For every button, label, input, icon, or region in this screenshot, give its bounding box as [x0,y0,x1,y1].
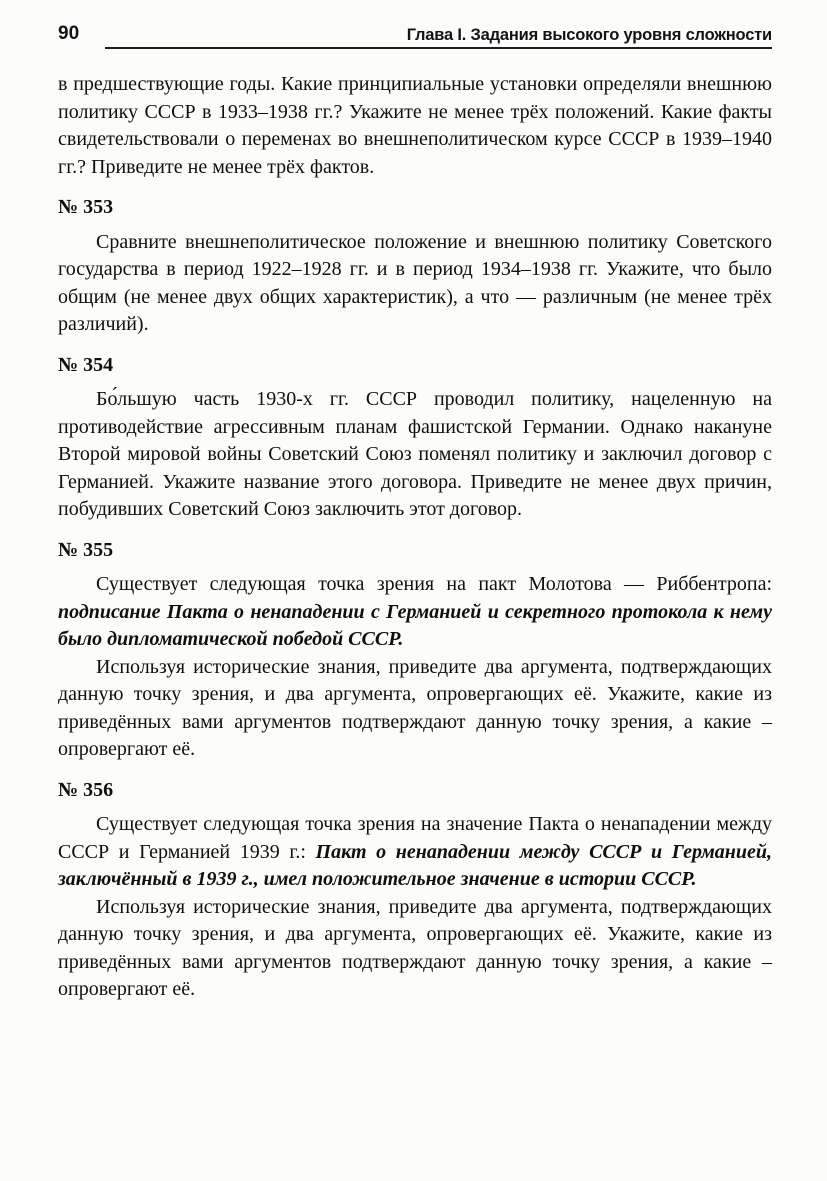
task-355-instruction: Используя исторические знания, приведите два аргумента, подтверждающих данную точку зрения, и два аргумента, опровергающих её. Укажите, какие из приведённых вами аргументов подтверждают данную точку зрения, а какие – опровергают её. [58,655,772,760]
task-356-instruction: Используя исторические знания, приведите два аргумента, подтверждающих данную точку зрения, и два аргумента, опровергающих её. Укажите, какие из приведённых вами аргументов подтверждают данную точку зрения, а какие – опровергают её. [58,895,772,1000]
task-354-number: № 354 [58,353,114,376]
task-355-viewpoint [58,571,772,654]
task-354 [58,352,772,524]
task-355 [58,537,772,764]
task-355-viewpoint-lead: Существует следующая точка зрения на пакт Молотова — Риббентропа: [96,573,772,595]
task-356-number: № 356 [58,778,114,801]
task-355-viewpoint-quote: подписание Пакта о ненападении с Германией и секретного протокола к нему было дипломатической победой СССР. [58,600,772,650]
task-356-viewpoint-quote: Пакт о ненападении между СССР и Германией, заключённый в 1939 г., имел положительное значение в истории СССР. [58,840,772,890]
page-number: 90 [58,23,80,44]
task-356-viewpoint-lead: Существует следующая точка зрения на значение Пакта о ненападении между СССР и Германией 1939 г.: [58,813,772,863]
task-356-viewpoint [58,811,772,894]
task-353 [58,194,772,339]
running-head [58,24,772,43]
task-354-statement: Бо́льшую часть 1930-х гг. СССР проводил политику, нацеленную на противодействие агрессивным планам фашистской Германии. Однако накануне Второй мировой войны Советский Союз поменял политику и заключил договор с Германией. Укажите название этого договора. Приведите не менее двух причин, побудивших Советский Союз заключить этот договор. [58,388,772,520]
task-353-number: № 353 [58,196,114,218]
task-353-statement: Сравните внешнеполитическое положение и внешнюю политику Советского государства в период 1922–1928 гг. и в период 1934–1938 гг. Укажите, что было общим (не менее двух общих характеристик), а что — различным (не менее трёх различий). [58,230,772,335]
chapter-title: Глава I. Задания высокого уровня сложности [406,25,772,44]
intro-paragraph: в предшествующие годы. Какие принципиальные установки определяли внешнюю политику СССР в 1933–1938 гг.? Укажите не менее трёх положений. Какие факты свидетельствовали о переменах во внешнеполитическом курсе СССР в 1939–1940 гг.? Приведите не менее трёх фактов. [58,73,772,178]
page-body [58,71,772,1004]
task-356 [58,777,772,1004]
task-355-number: № 355 [58,538,114,561]
header-rule [105,47,772,49]
